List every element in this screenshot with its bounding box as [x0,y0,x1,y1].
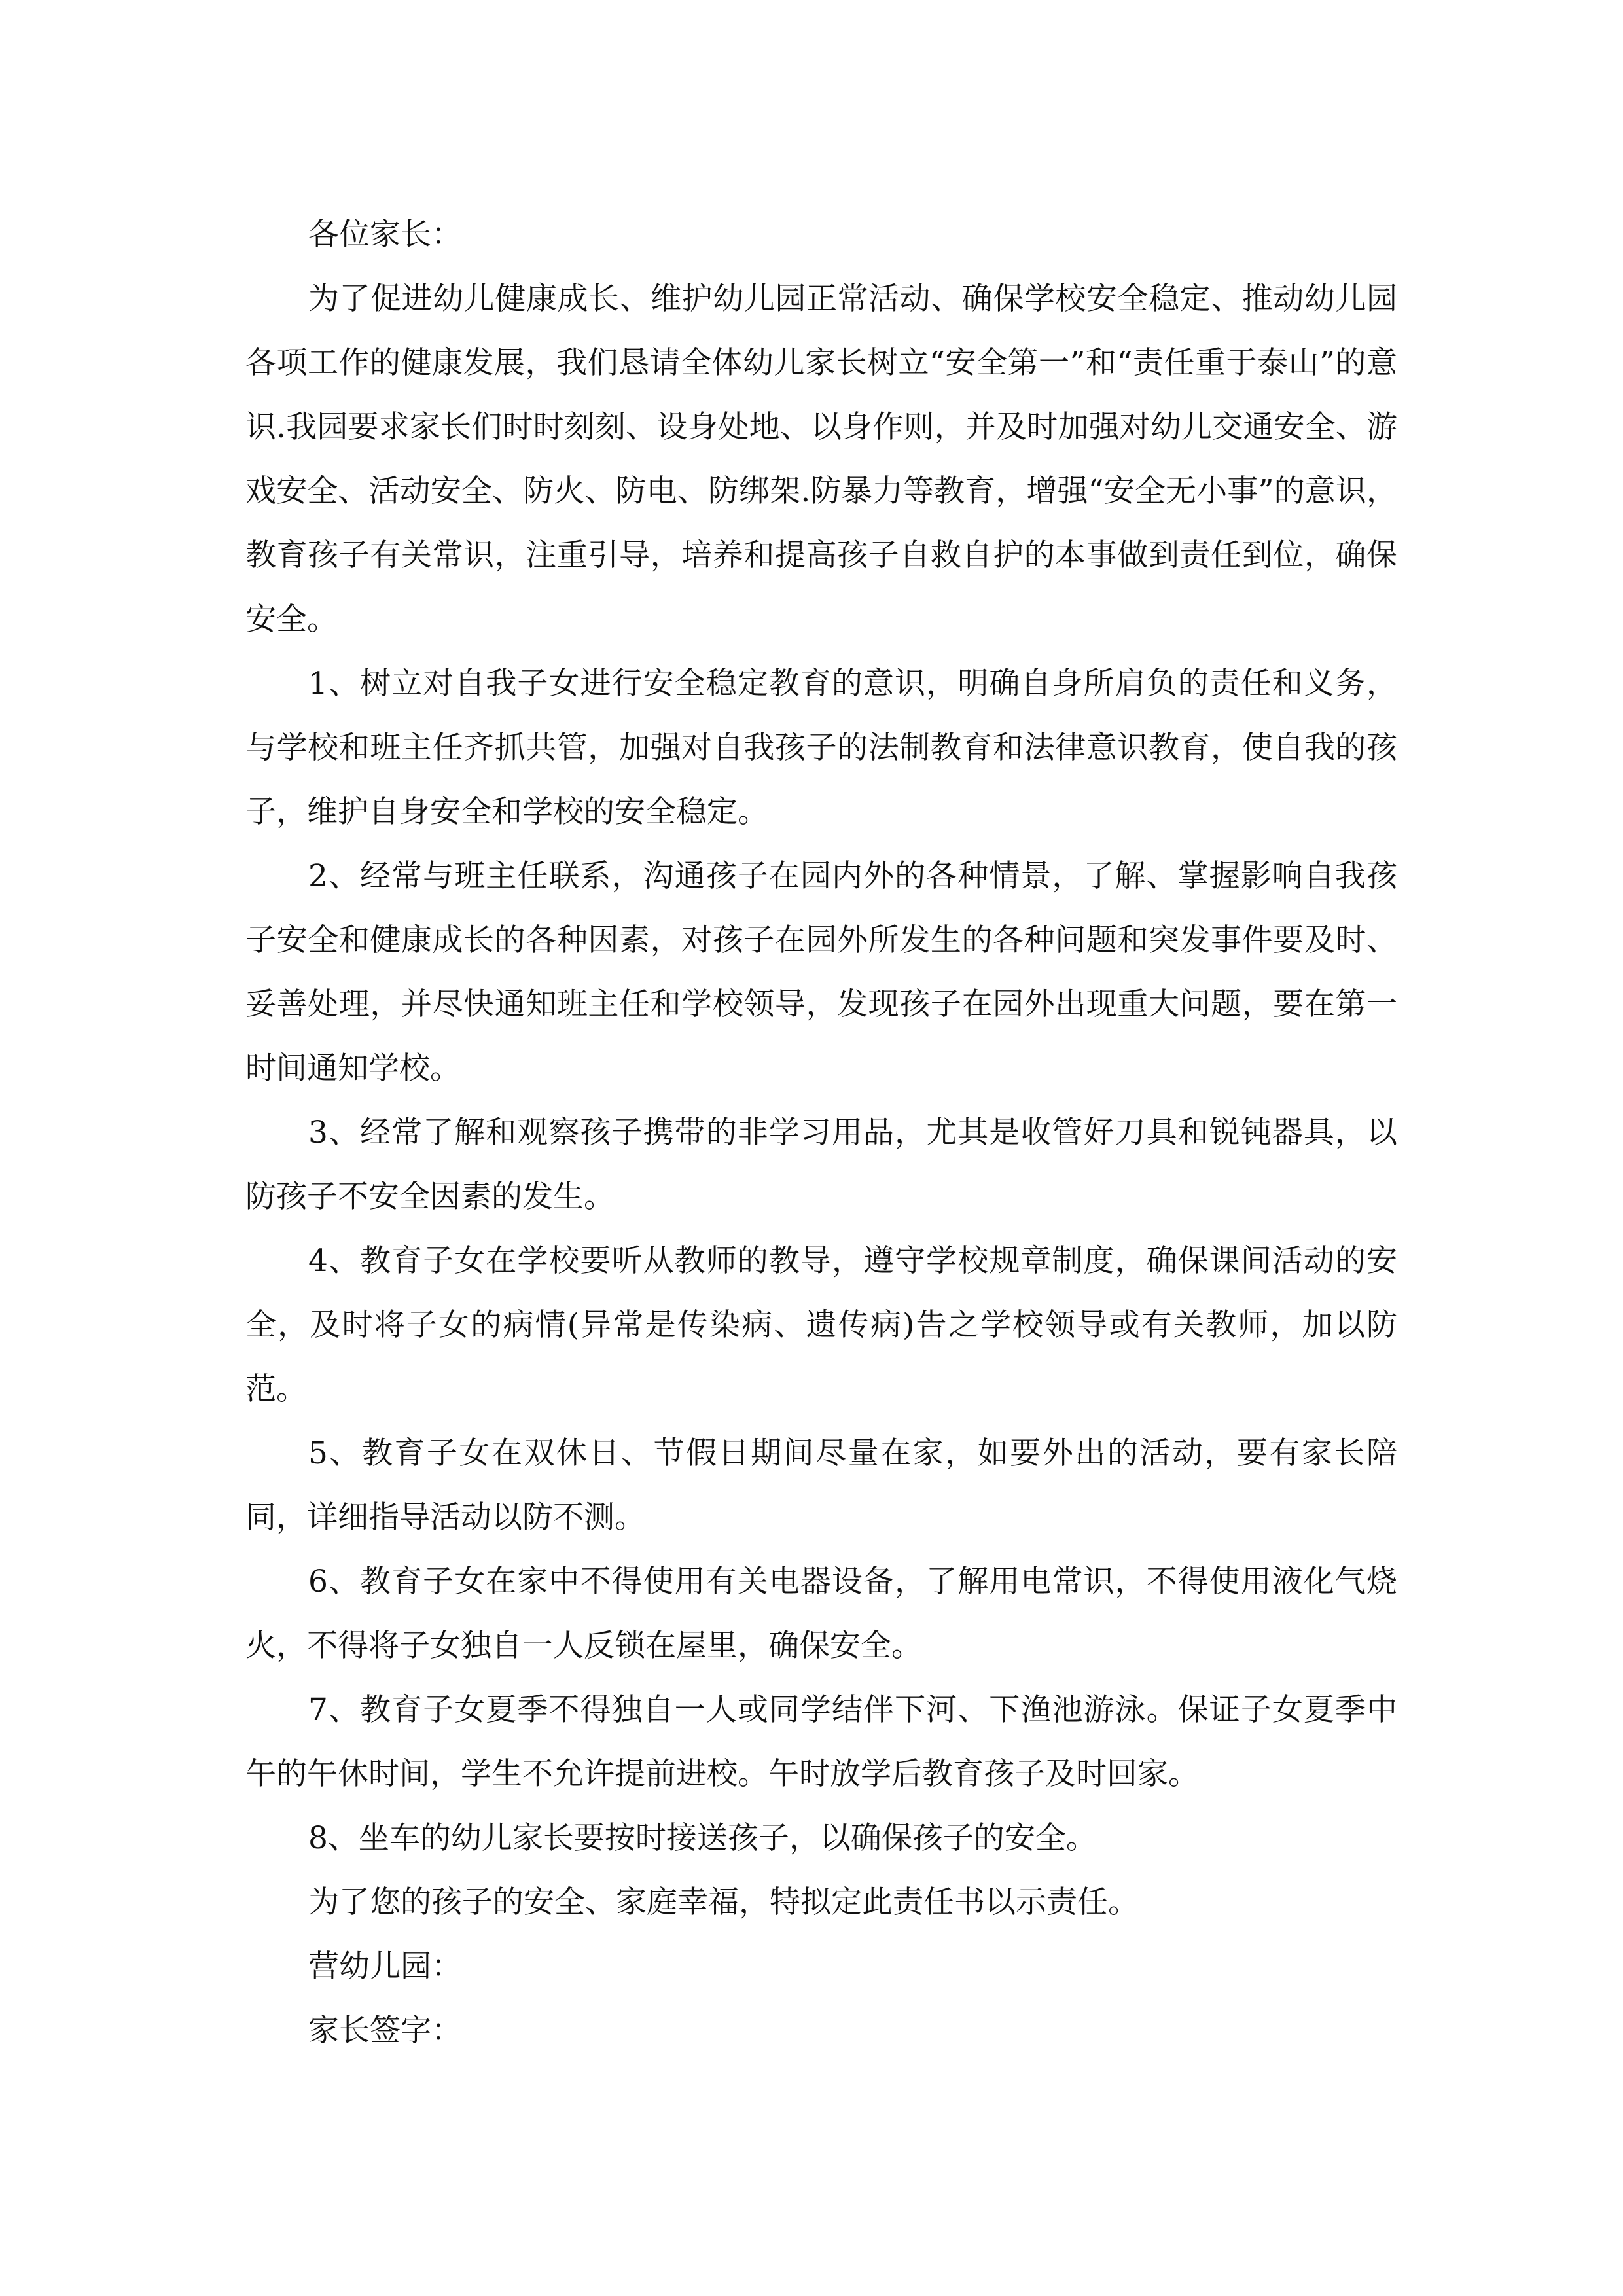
kindergarten-label: 营幼儿园： [308,1948,462,1984]
item-3: 3、经常了解和观察孩子携带的非学习用品，尤其是收管好刀具和锐钝器具，以防孩子不安全因素的发生。 [245,1115,1397,1215]
document-body [245,203,1397,2063]
item-6: 6、教育子女在家中不得使用有关电器设备，了解用电常识，不得使用液化气烧火，不得将子女独自一人反锁在屋里，确保安全。 [245,1564,1397,1664]
item-1: 1、树立对自我子女进行安全稳定教育的意识，明确自身所肩负的责任和义务，与学校和班主任齐抓共管，加强对自我孩子的法制教育和法律意识教育，使自我的孩子，维护自身安全和学校的安全稳定。 [245,666,1397,830]
salutation: 各位家长： [308,217,462,253]
item-7: 7、教育子女夏季不得独自一人或同学结伴下河、下渔池游泳。保证子女夏季中午的午休时间，学生不允许提前进校。午时放学后教育孩子及时回家。 [245,1692,1397,1792]
item-5: 5、教育子女在双休日、节假日期间尽量在家，如要外出的活动，要有家长陪同，详细指导活动以防不测。 [245,1435,1397,1535]
intro-paragraph: 为了促进幼儿健康成长、维护幼儿园正常活动、确保学校安全稳定、推动幼儿园各项工作的健康发展，我们恳请全体幼儿家长树立“安全第一”和“责任重于泰山”的意识.我园要求家长们时时刻刻、设身处地、以身作则，并及时加强对幼儿交通安全、游戏安全、活动安全、防火、防电、防绑架.防暴力等教育，增强“安全无小事”的意识，教育孩子有关常识，注重引导，培养和提高孩子自救自护的本事做到责任到位，确保安全。 [245,281,1397,637]
parent-signature-label: 家长签字： [308,2013,462,2049]
closing-paragraph: 为了您的孩子的安全、家庭幸福，特拟定此责任书以示责任。 [308,1884,1139,1920]
item-2: 2、经常与班主任联系，沟通孩子在园内外的各种情景，了解、掌握影响自我孩子安全和健康成长的各种因素，对孩子在园外所发生的各种问题和突发事件要及时、妥善处理，并尽快通知班主任和学校领导，发现孩子在园外出现重大问题，要在第一时间通知学校。 [245,858,1397,1086]
item-4: 4、教育子女在学校要听从教师的教导，遵守学校规章制度，确保课间活动的安全，及时将子女的病情(异常是传染病、遗传病)告之学校领导或有关教师，加以防范。 [245,1243,1397,1407]
item-8: 8、坐车的幼儿家长要按时接送孩子，以确保孩子的安全。 [308,1820,1097,1856]
